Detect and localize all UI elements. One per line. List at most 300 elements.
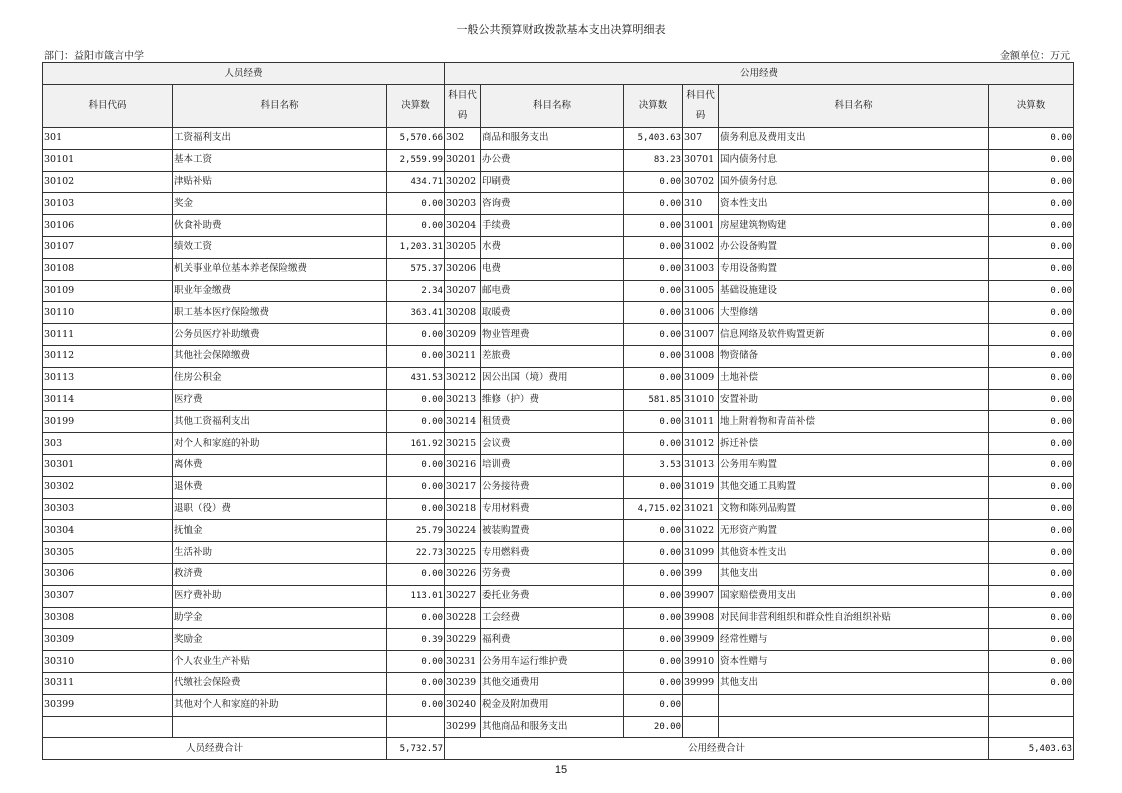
cell-code: 303 [43,433,173,455]
cell-name: 退休费 [173,476,387,498]
cell-name: 对个人和家庭的补助 [173,433,387,455]
cell-name: 住房公积金 [173,367,387,389]
cell-name: 商品和服务支出 [481,128,624,150]
cell-name: 国外债务付息 [719,171,989,193]
cell-amount: 0.00 [624,236,683,258]
cell-name: 国内债务付息 [719,149,989,171]
cell-amount: 0.00 [387,454,445,476]
cell-amount: 0.00 [624,171,683,193]
cell-code: 30109 [43,280,173,302]
cell-amount: 0.00 [624,258,683,280]
table-row [43,215,1074,237]
cell-name: 因公出国（境）费用 [481,367,624,389]
section-public: 公用经费 [445,63,1074,85]
cell-amount: 2,559.99 [387,149,445,171]
cell-amount: 0.00 [387,324,445,346]
cell-code: 31019 [683,476,719,498]
cell-name [173,716,387,738]
cell-code: 30310 [43,651,173,673]
table-row [43,672,1074,694]
cell-name: 医疗费 [173,389,387,411]
table-row [43,302,1074,324]
cell-amount: 0.00 [624,672,683,694]
cell-code: 30229 [445,629,481,651]
cell-amount: 0.00 [989,128,1074,150]
table-row [43,542,1074,564]
cell-amount: 0.00 [624,607,683,629]
cell-amount: 3.53 [624,454,683,476]
table-row [43,193,1074,215]
cell-code: 30308 [43,607,173,629]
cell-code: 30203 [445,193,481,215]
header-amount-3: 决算数 [989,85,1074,128]
cell-code: 30112 [43,345,173,367]
cell-name: 培训费 [481,454,624,476]
cell-amount: 0.00 [624,433,683,455]
cell-name: 大型修缮 [719,302,989,324]
cell-name: 专用材料费 [481,498,624,520]
cell-name: 奖励金 [173,629,387,651]
table-row [43,171,1074,193]
cell-amount: 0.00 [387,411,445,433]
cell-name: 工资福利支出 [173,128,387,150]
table-row [43,345,1074,367]
cell-amount [989,694,1074,716]
cell-code: 31010 [683,389,719,411]
table-row [43,716,1074,738]
cell-amount: 0.00 [624,411,683,433]
cell-code: 30231 [445,651,481,673]
cell-code: 30311 [43,672,173,694]
cell-name: 信息网络及软件购置更新 [719,324,989,346]
cell-code: 30304 [43,520,173,542]
cell-code: 30107 [43,236,173,258]
cell-name: 基础设施建设 [719,280,989,302]
cell-code: 39908 [683,607,719,629]
table-row [43,585,1074,607]
cell-amount: 0.00 [989,563,1074,585]
cell-code: 30114 [43,389,173,411]
cell-name: 工会经费 [481,607,624,629]
cell-code: 39910 [683,651,719,673]
cell-name: 维修（护）费 [481,389,624,411]
cell-amount: 0.00 [989,651,1074,673]
table-row [43,476,1074,498]
cell-name: 劳务费 [481,563,624,585]
cell-code: 30215 [445,433,481,455]
cell-name: 抚恤金 [173,520,387,542]
cell-amount: 0.00 [989,389,1074,411]
cell-code: 30224 [445,520,481,542]
cell-name: 邮电费 [481,280,624,302]
cell-code: 30213 [445,389,481,411]
table-row [43,629,1074,651]
cell-name: 其他交通工具购置 [719,476,989,498]
cell-code: 30103 [43,193,173,215]
cell-amount: 0.00 [387,345,445,367]
cell-name: 物业管理费 [481,324,624,346]
cell-amount: 0.00 [989,302,1074,324]
cell-code: 31013 [683,454,719,476]
cell-code: 30399 [43,694,173,716]
cell-code: 399 [683,563,719,585]
cell-code: 30211 [445,345,481,367]
cell-amount: 161.92 [387,433,445,455]
cell-code: 30102 [43,171,173,193]
cell-code: 30207 [445,280,481,302]
cell-code: 30101 [43,149,173,171]
cell-amount: 0.00 [624,629,683,651]
cell-name: 其他对个人和家庭的补助 [173,694,387,716]
cell-name: 印刷费 [481,171,624,193]
cell-name: 绩效工资 [173,236,387,258]
table-row [43,149,1074,171]
cell-code: 30309 [43,629,173,651]
cell-name: 助学金 [173,607,387,629]
cell-name: 税金及附加费用 [481,694,624,716]
cell-code [683,716,719,738]
cell-name: 个人农业生产补贴 [173,651,387,673]
cell-amount: 0.00 [989,258,1074,280]
cell-code: 30303 [43,498,173,520]
cell-name: 手续费 [481,215,624,237]
personnel-total-label: 人员经费合计 [43,738,387,760]
cell-code: 31005 [683,280,719,302]
cell-name: 办公设备购置 [719,236,989,258]
cell-amount: 0.00 [624,345,683,367]
cell-amount: 0.39 [387,629,445,651]
cell-name: 取暖费 [481,302,624,324]
cell-code: 30299 [445,716,481,738]
cell-name: 公务员医疗补助缴费 [173,324,387,346]
cell-code: 30702 [683,171,719,193]
table-row [43,498,1074,520]
cell-name: 房屋建筑物购建 [719,215,989,237]
cell-code: 31003 [683,258,719,280]
cell-name: 其他商品和服务支出 [481,716,624,738]
cell-name: 文物和陈列品购置 [719,498,989,520]
header-name: 科目名称 [173,85,387,128]
cell-amount: 0.00 [387,215,445,237]
cell-amount [387,716,445,738]
cell-name: 被装购置费 [481,520,624,542]
cell-code: 30209 [445,324,481,346]
cell-code: 30106 [43,215,173,237]
cell-name: 其他工资福利支出 [173,411,387,433]
cell-name: 机关事业单位基本养老保险缴费 [173,258,387,280]
page-number: 15 [554,764,568,776]
cell-amount: 0.00 [624,476,683,498]
section-personnel: 人员经费 [43,63,445,85]
cell-name: 退职（役）费 [173,498,387,520]
cell-amount: 0.00 [624,193,683,215]
cell-amount: 0.00 [989,433,1074,455]
cell-amount: 0.00 [387,651,445,673]
cell-name: 水费 [481,236,624,258]
cell-amount: 0.00 [989,629,1074,651]
unit-label: 金额单位：万元 [1000,51,1070,62]
cell-name: 资本性赠与 [719,651,989,673]
table-row [43,563,1074,585]
cell-amount: 0.00 [624,651,683,673]
cell-amount: 0.00 [624,324,683,346]
cell-code: 31009 [683,367,719,389]
cell-name: 其他支出 [719,672,989,694]
cell-amount: 0.00 [989,324,1074,346]
cell-amount: 0.00 [989,585,1074,607]
header-amount-2: 决算数 [624,85,683,128]
table-row [43,694,1074,716]
cell-name: 津贴补贴 [173,171,387,193]
cell-code: 310 [683,193,719,215]
cell-code: 30212 [445,367,481,389]
header-name-3: 科目名称 [719,85,989,128]
cell-amount: 2.34 [387,280,445,302]
cell-amount: 0.00 [989,149,1074,171]
cell-name: 生活补助 [173,542,387,564]
cell-amount: 0.00 [387,389,445,411]
cell-amount: 25.79 [387,520,445,542]
cell-amount: 0.00 [989,542,1074,564]
cell-name: 债务利息及费用支出 [719,128,989,150]
cell-name: 无形资产购置 [719,520,989,542]
cell-code: 30204 [445,215,481,237]
cell-name: 医疗费补助 [173,585,387,607]
cell-name: 拆迁补偿 [719,433,989,455]
header-code: 科目代码 [43,85,173,128]
cell-amount: 0.00 [624,367,683,389]
cell-code: 30111 [43,324,173,346]
cell-name: 基本工资 [173,149,387,171]
cell-amount: 0.00 [989,607,1074,629]
cell-name: 其他支出 [719,563,989,585]
cell-name: 地上附着物和青苗补偿 [719,411,989,433]
cell-code: 30701 [683,149,719,171]
cell-code: 31006 [683,302,719,324]
cell-code: 30305 [43,542,173,564]
cell-amount: 0.00 [989,520,1074,542]
cell-name: 安置补助 [719,389,989,411]
cell-name: 其他资本性支出 [719,542,989,564]
table-row [43,258,1074,280]
cell-name: 其他社会保障缴费 [173,345,387,367]
cell-amount: 0.00 [387,607,445,629]
cell-name: 奖金 [173,193,387,215]
cell-amount: 0.00 [989,215,1074,237]
cell-code: 31002 [683,236,719,258]
table-row [43,454,1074,476]
cell-amount: 20.00 [624,716,683,738]
cell-code: 30201 [445,149,481,171]
cell-amount: 0.00 [624,215,683,237]
header-name-2: 科目名称 [481,85,624,128]
cell-name: 差旅费 [481,345,624,367]
cell-code: 30239 [445,672,481,694]
cell-code: 301 [43,128,173,150]
cell-code [683,694,719,716]
cell-code: 39909 [683,629,719,651]
cell-amount: 83.23 [624,149,683,171]
cell-name: 土地补偿 [719,367,989,389]
table-row [43,520,1074,542]
cell-code: 31007 [683,324,719,346]
cell-code: 30227 [445,585,481,607]
cell-amount: 0.00 [387,672,445,694]
cell-code: 30113 [43,367,173,389]
cell-code: 30110 [43,302,173,324]
table-row [43,433,1074,455]
cell-name: 专用设备购置 [719,258,989,280]
header-amount: 决算数 [387,85,445,128]
table-row [43,236,1074,258]
table-row [43,651,1074,673]
cell-amount: 0.00 [624,542,683,564]
cell-code: 30302 [43,476,173,498]
cell-name [719,716,989,738]
cell-name: 公务接待费 [481,476,624,498]
cell-name: 委托业务费 [481,585,624,607]
cell-amount: 0.00 [989,345,1074,367]
cell-amount: 5,570.66 [387,128,445,150]
cell-code: 31012 [683,433,719,455]
cell-amount: 4,715.02 [624,498,683,520]
cell-code: 39999 [683,672,719,694]
cell-code: 30226 [445,563,481,585]
cell-code: 31011 [683,411,719,433]
cell-amount: 0.00 [624,302,683,324]
cell-code: 30108 [43,258,173,280]
public-total-label: 公用经费合计 [445,738,989,760]
table-row [43,128,1074,150]
public-total-value: 5,403.63 [989,738,1074,760]
cell-code: 30206 [445,258,481,280]
personnel-total-value: 5,732.57 [387,738,445,760]
cell-name: 代缴社会保险费 [173,672,387,694]
cell-code: 30218 [445,498,481,520]
cell-name [719,694,989,716]
cell-code: 31021 [683,498,719,520]
cell-amount: 363.41 [387,302,445,324]
cell-name: 职业年金缴费 [173,280,387,302]
cell-code: 30301 [43,454,173,476]
cell-code: 30216 [445,454,481,476]
cell-name: 经常性赠与 [719,629,989,651]
cell-name: 资本性支出 [719,193,989,215]
header-code-2: 科目代码 [445,85,481,128]
cell-code: 31008 [683,345,719,367]
cell-code: 302 [445,128,481,150]
cell-amount: 0.00 [989,476,1074,498]
cell-amount: 0.00 [624,585,683,607]
cell-name: 其他交通费用 [481,672,624,694]
cell-name: 会议费 [481,433,624,455]
table-row [43,367,1074,389]
cell-code [43,716,173,738]
cell-amount: 0.00 [387,476,445,498]
cell-amount: 0.00 [387,694,445,716]
cell-name: 职工基本医疗保险缴费 [173,302,387,324]
cell-amount: 0.00 [989,454,1074,476]
cell-code: 30307 [43,585,173,607]
header-code-3: 科目代码 [683,85,719,128]
cell-name: 电费 [481,258,624,280]
cell-code: 30199 [43,411,173,433]
cell-amount [989,716,1074,738]
cell-amount: 0.00 [989,236,1074,258]
cell-code: 31099 [683,542,719,564]
cell-code: 30214 [445,411,481,433]
cell-amount: 0.00 [989,498,1074,520]
cell-name: 公务用车购置 [719,454,989,476]
cell-code: 30208 [445,302,481,324]
cell-amount: 0.00 [989,672,1074,694]
cell-amount: 0.00 [624,694,683,716]
table-row [43,324,1074,346]
cell-name: 国家赔偿费用支出 [719,585,989,607]
table-row [43,389,1074,411]
cell-code: 30240 [445,694,481,716]
cell-amount: 0.00 [387,193,445,215]
cell-name: 救济费 [173,563,387,585]
cell-amount: 431.53 [387,367,445,389]
cell-name: 咨询费 [481,193,624,215]
cell-name: 伙食补助费 [173,215,387,237]
cell-amount: 22.73 [387,542,445,564]
cell-amount: 434.71 [387,171,445,193]
cell-amount: 0.00 [989,367,1074,389]
cell-name: 物资储备 [719,345,989,367]
cell-amount: 0.00 [624,520,683,542]
cell-amount: 0.00 [624,563,683,585]
cell-amount: 0.00 [387,498,445,520]
cell-name: 福利费 [481,629,624,651]
table-row [43,607,1074,629]
cell-amount: 581.85 [624,389,683,411]
cell-code: 31001 [683,215,719,237]
cell-code: 31022 [683,520,719,542]
cell-code: 30306 [43,563,173,585]
cell-code: 30228 [445,607,481,629]
department-label: 部门：益阳市箴言中学 [44,51,144,62]
cell-amount: 0.00 [387,563,445,585]
cell-name: 公务用车运行维护费 [481,651,624,673]
cell-code: 30202 [445,171,481,193]
table-row [43,411,1074,433]
cell-amount: 0.00 [989,280,1074,302]
cell-name: 专用燃料费 [481,542,624,564]
cell-amount: 0.00 [624,280,683,302]
cell-name: 办公费 [481,149,624,171]
cell-name: 离休费 [173,454,387,476]
cell-code: 39907 [683,585,719,607]
cell-name: 租赁费 [481,411,624,433]
cell-code: 30225 [445,542,481,564]
cell-code: 30217 [445,476,481,498]
report-title: 一般公共预算财政拨款基本支出决算明细表 [456,23,666,36]
cell-code: 307 [683,128,719,150]
cell-code: 30205 [445,236,481,258]
cell-amount: 575.37 [387,258,445,280]
cell-amount: 1,203.31 [387,236,445,258]
cell-amount: 0.00 [989,193,1074,215]
cell-amount: 0.00 [989,411,1074,433]
table-row [43,280,1074,302]
cell-amount: 0.00 [989,171,1074,193]
expenditure-table [42,62,1074,760]
cell-name: 对民间非营利组织和群众性自治组织补贴 [719,607,989,629]
cell-amount: 5,403.63 [624,128,683,150]
cell-amount: 113.01 [387,585,445,607]
